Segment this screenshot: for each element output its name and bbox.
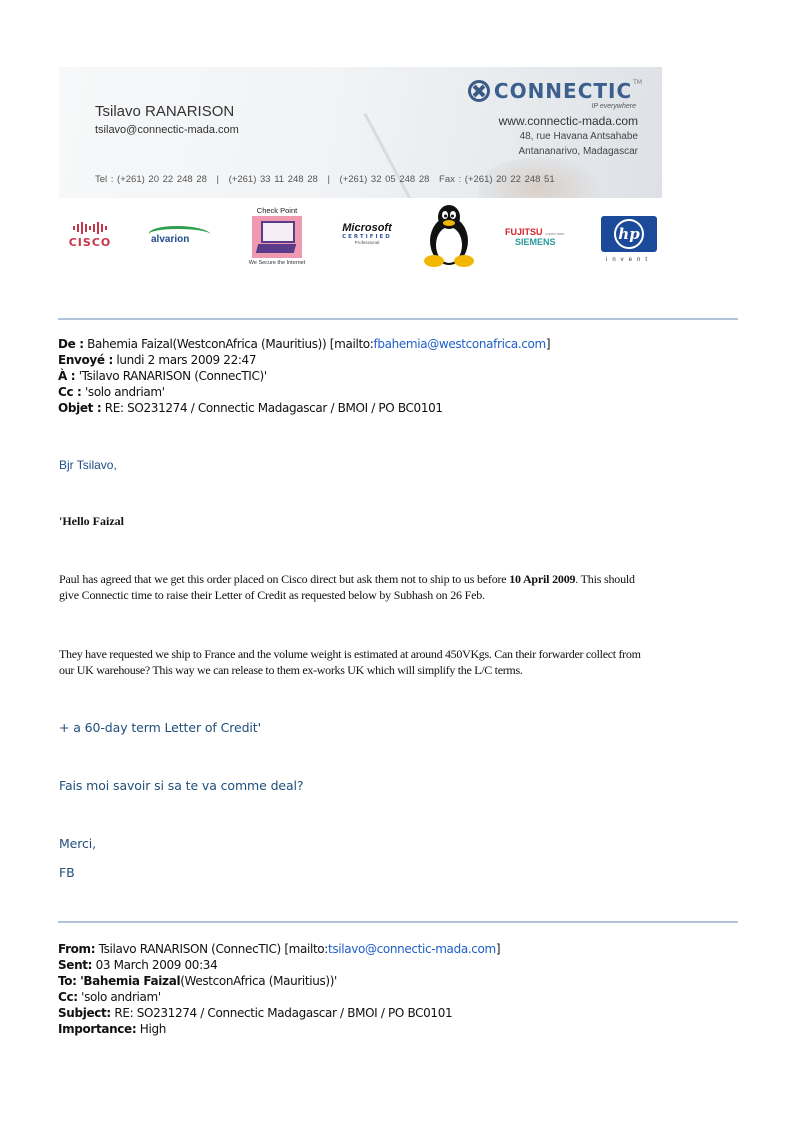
importance-label: Importance: <box>58 1022 137 1036</box>
paragraph-2-line1: They have requested we ship to France and the volume weight is estimated at around 450VKgs. Can their forwarder collect from <box>59 647 641 661</box>
cisco-bars-icon <box>62 222 118 234</box>
hp-logo <box>601 216 657 263</box>
message1-cc-row <box>58 384 550 400</box>
checkpoint-logo <box>243 206 311 268</box>
signature-banner <box>59 67 662 198</box>
from-value: Bahemia Faizal(WestconAfrica (Mauritius)) [mailto: <box>87 337 374 351</box>
from-label: From: <box>58 942 96 956</box>
separator-rule <box>58 921 738 923</box>
cisco-wordmark: CISCO <box>68 236 112 249</box>
fujitsu-siemens-logo <box>505 227 569 247</box>
letter-of-credit-line: + a 60-day term Letter of Credit' <box>59 720 261 735</box>
phone-separator: | <box>216 174 220 185</box>
phone-separator: | <box>327 174 330 185</box>
hp-wordmark: hp <box>614 219 644 249</box>
microsoft-wordmark: Microsoft <box>342 222 392 234</box>
paragraph-1 <box>59 571 749 603</box>
fax-number: Fax : (+261) 20 22 248 51 <box>439 174 555 185</box>
phone-main: Tel : (+261) 20 22 248 28 <box>95 174 207 185</box>
checkpoint-tagline: We Secure the Internet <box>248 260 306 266</box>
banner-website: www.connectic-mada.com <box>498 114 638 128</box>
siemens-wordmark: SIEMENS <box>515 237 556 247</box>
banner-tagline: IP everywhere <box>591 103 636 110</box>
checkpoint-computer-icon <box>252 216 302 258</box>
cc-value: 'solo andriam' <box>84 385 165 399</box>
linux-tux-icon <box>420 203 478 269</box>
separator-rule <box>58 318 738 320</box>
microsoft-professional-text: Professional <box>354 240 380 245</box>
connectic-wordmark: CONNECTIC <box>493 79 633 103</box>
thanks-line: Merci, <box>59 836 97 851</box>
sent-value: 03 March 2009 00:34 <box>95 958 218 972</box>
message2-sent-row <box>58 957 500 973</box>
message2-cc-row <box>58 989 500 1005</box>
to-value: 'Tsilavo RANARISON (ConnecTIC)' <box>78 369 267 383</box>
cisco-logo <box>62 222 118 249</box>
fujitsu-computers-text: COMPUTERS <box>545 232 565 236</box>
paragraph-1-date: 10 April 2009 <box>509 572 576 586</box>
connectic-logo <box>468 79 642 103</box>
hp-badge <box>601 216 657 252</box>
banner-name: Tsilavo RANARISON <box>95 103 235 120</box>
subject-label: Objet : <box>58 401 102 415</box>
message2-header <box>58 941 500 1037</box>
from-email-link[interactable]: fbahemia@westconafrica.com <box>373 337 546 351</box>
trademark-mark: TM <box>633 79 642 86</box>
alvarion-logo <box>145 226 215 254</box>
microsoft-certified-text: CERTIFIED <box>342 234 392 240</box>
alvarion-wordmark: alvarion <box>151 234 190 245</box>
to-label: To: <box>58 974 77 988</box>
message1-subject-row <box>58 400 550 416</box>
message2-subject-row <box>58 1005 500 1021</box>
subject-value: RE: SO231274 / Connectic Madagascar / BMOI / PO BC0101 <box>114 1006 453 1020</box>
subject-value: RE: SO231274 / Connectic Madagascar / BMOI / PO BC0101 <box>104 401 443 415</box>
question-line: Fais moi savoir si sa te va comme deal? <box>59 778 304 793</box>
cc-label: Cc : <box>58 385 82 399</box>
sent-value: lundi 2 mars 2009 22:47 <box>116 353 257 367</box>
paragraph-1-text-b: . This should <box>575 572 635 586</box>
paragraph-2-line2: our UK warehouse? This way we can release to them ex-works UK which will simplify the L/C terms. <box>59 663 523 677</box>
sent-label: Sent: <box>58 958 93 972</box>
from-label: De : <box>58 337 84 351</box>
phone-mobile-2: (+261) 32 05 248 28 <box>339 174 430 185</box>
checkpoint-title: Check Point <box>256 206 298 215</box>
banner-phone-line <box>95 174 561 185</box>
message2-importance-row <box>58 1021 500 1037</box>
message1-header <box>58 336 550 416</box>
sent-label: Envoyé : <box>58 353 113 367</box>
banner-address-line1: 48, rue Havana Antsahabe <box>519 131 638 142</box>
hp-invent-text: invent <box>605 257 652 263</box>
from-value: Tsilavo RANARISON (ConnecTIC) [mailto: <box>98 942 328 956</box>
paragraph-1-line2: give Connectic time to raise their Letter of Credit as requested below by Subhash on 26 Feb. <box>59 588 485 602</box>
to-label: À : <box>58 369 76 383</box>
fujitsu-wordmark: FUJITSU <box>505 227 543 237</box>
phone-mobile-1: (+261) 33 11 248 28 <box>228 174 318 185</box>
quote-opening: 'Hello Faizal <box>59 514 124 528</box>
banner-decoration <box>363 113 417 198</box>
from-email-link[interactable]: tsilavo@connectic-mada.com <box>328 942 496 956</box>
message1-to-row <box>58 368 550 384</box>
message1-sent-row <box>58 352 550 368</box>
to-value: (WestconAfrica (Mauritius))' <box>180 974 338 988</box>
banner-address-line2: Antananarivo, Madagascar <box>518 146 638 157</box>
message2-to-row <box>58 973 500 989</box>
to-value-bold: 'Bahemia Faizal <box>80 974 181 988</box>
microsoft-certified-logo <box>336 222 398 245</box>
paragraph-2 <box>59 646 749 678</box>
from-close: ] <box>495 942 501 956</box>
paragraph-1-text-a: Paul has agreed that we get this order placed on Cisco direct but ask them not to ship to us before <box>59 572 510 586</box>
cc-label: Cc: <box>58 990 78 1004</box>
message1-from-row <box>58 336 550 352</box>
subject-label: Subject: <box>58 1006 111 1020</box>
cc-value: 'solo andriam' <box>81 990 161 1004</box>
connectic-globe-icon <box>468 80 490 102</box>
from-close: ] <box>545 337 551 351</box>
importance-value: High <box>139 1022 166 1036</box>
banner-email: tsilavo@connectic-mada.com <box>95 124 239 136</box>
message2-from-row <box>58 941 500 957</box>
signoff: FB <box>59 865 75 880</box>
greeting: Bjr Tsilavo, <box>59 458 117 472</box>
